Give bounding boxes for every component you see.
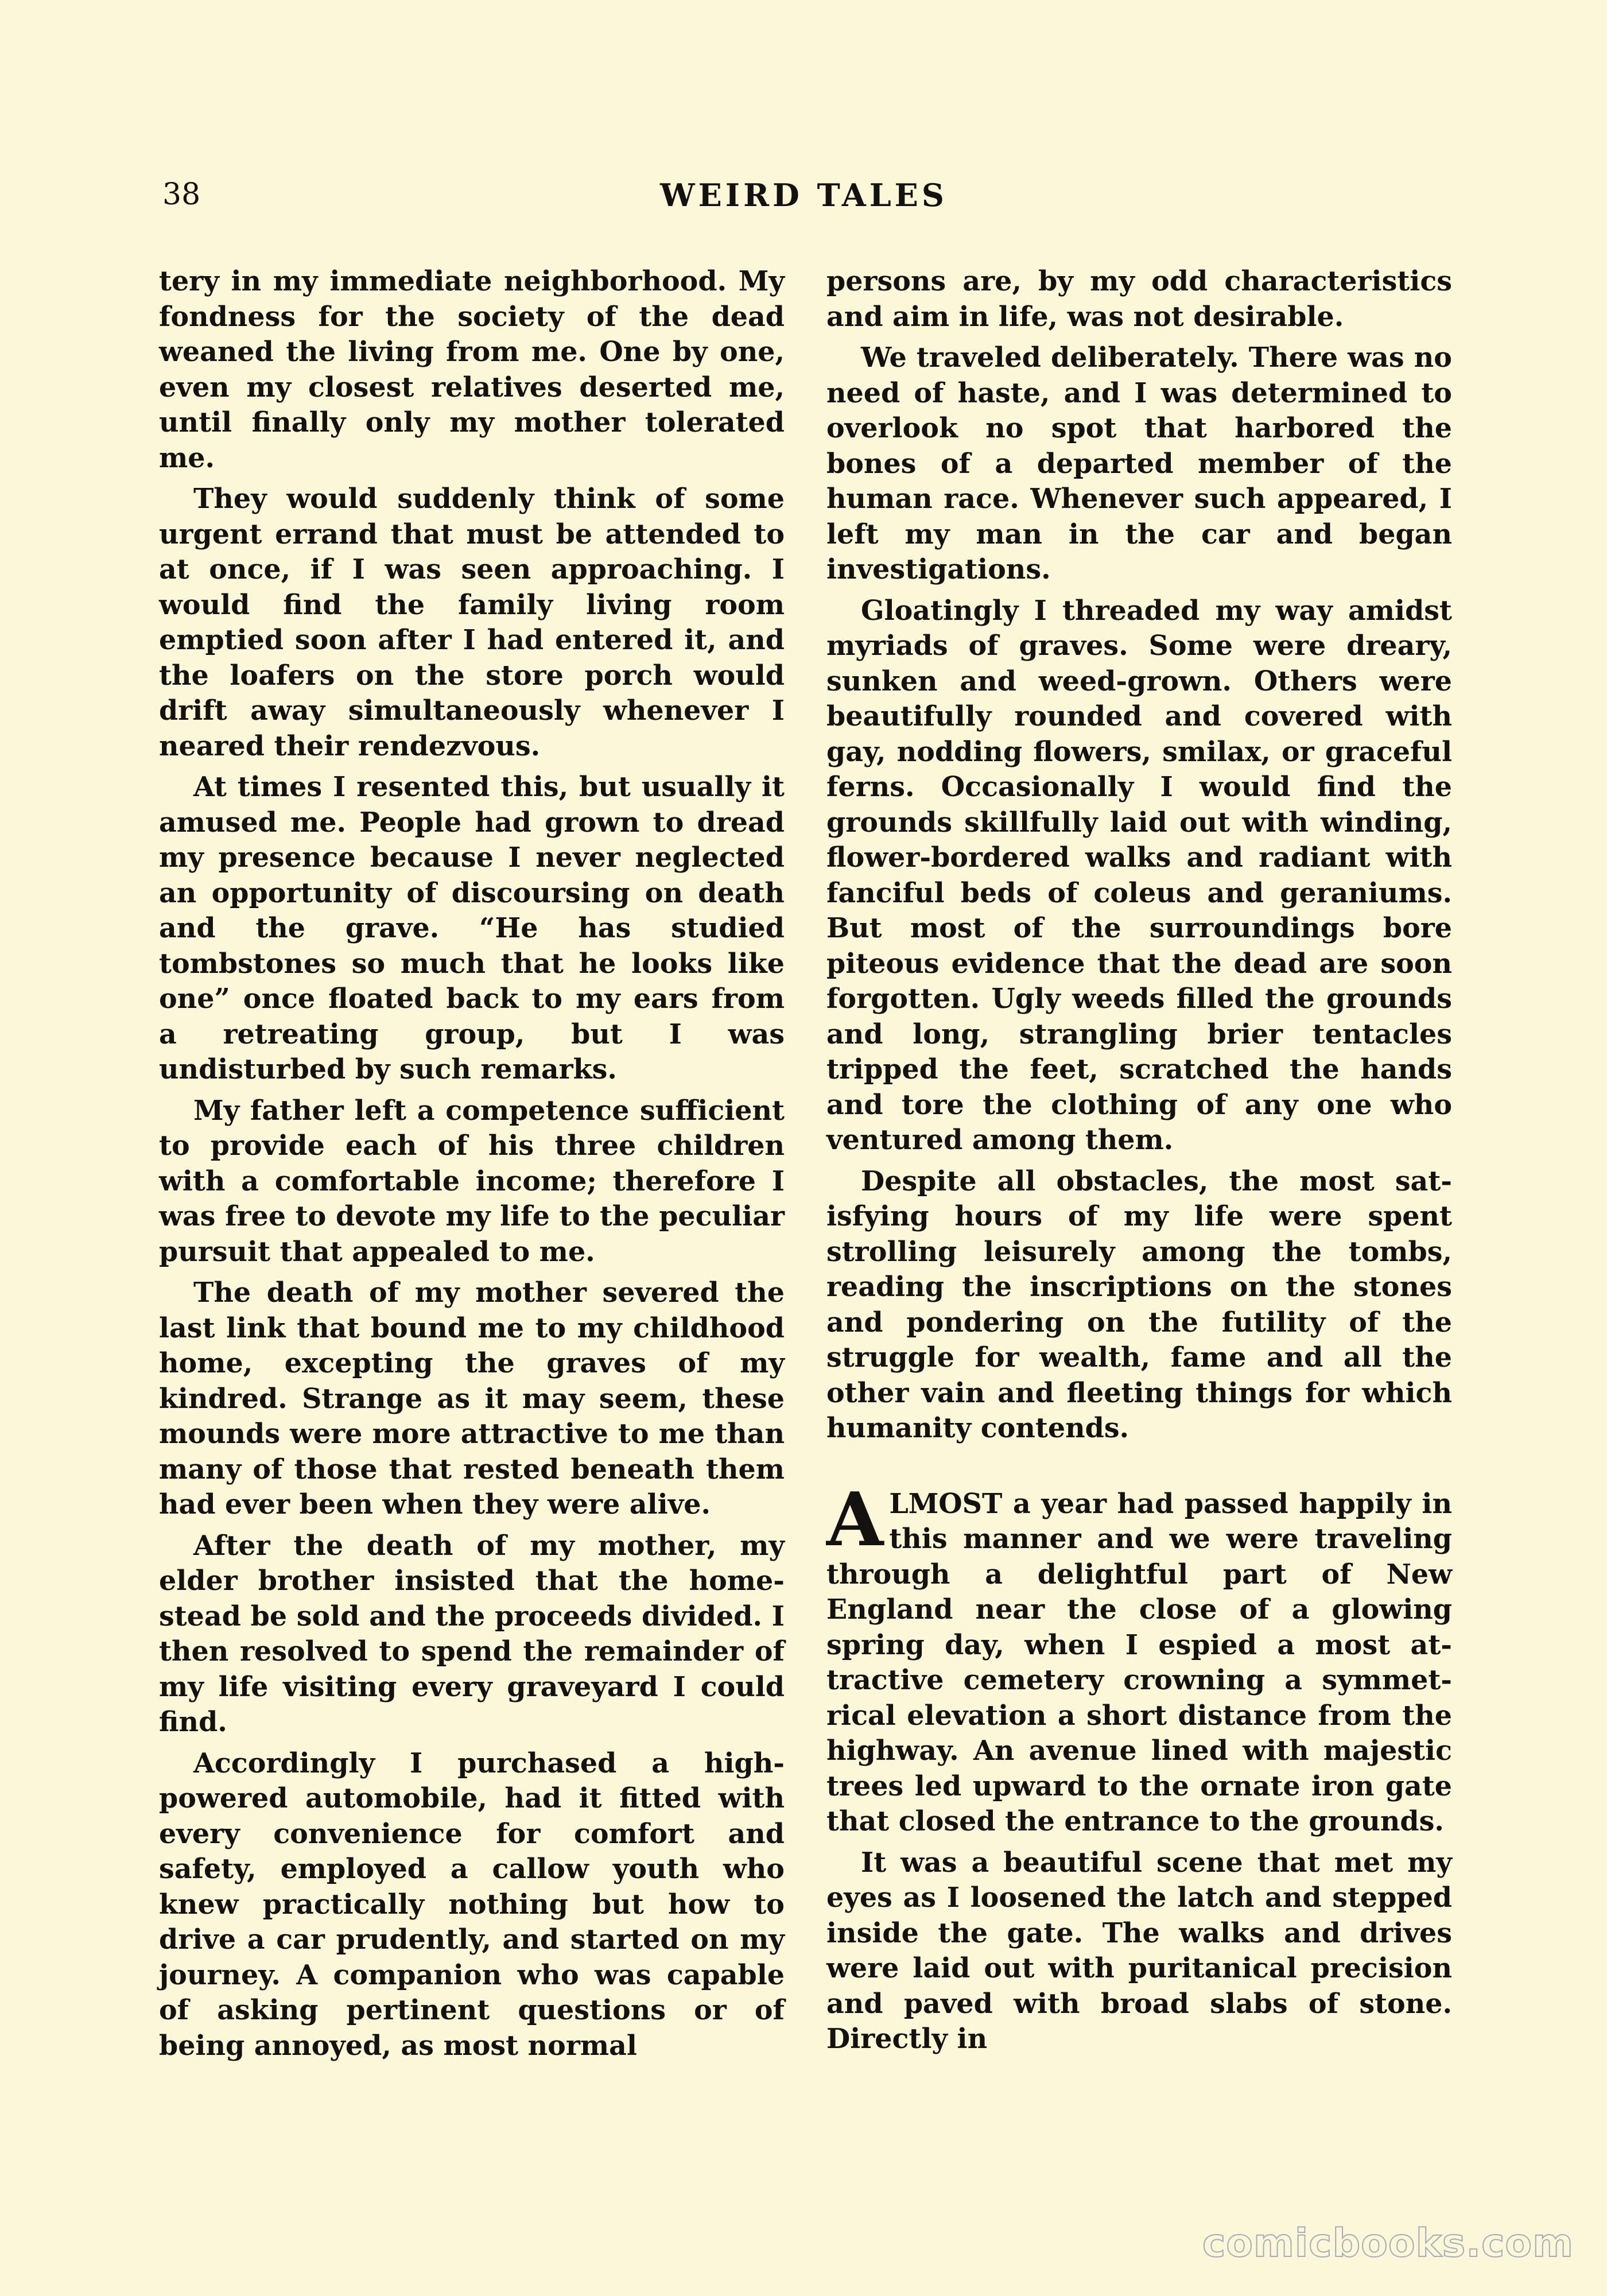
paragraph: After the death of my mother, my elder brother insisted that the homestead be sold and the proceeds divided. I then resolved to spend the remainder of my life visiting every graveyard I could find. — [159, 1529, 785, 1738]
running-head: WEIRD TALES — [660, 177, 948, 214]
paragraph: They would suddenly think of some urgent errand that must be attended to at once, if I was seen approaching. I would find the family living room emptied soon after I had entered it, and the loafers on the store porch would drift away simultaneously whenever I neared their rendezvous. — [159, 483, 785, 762]
section-break — [826, 1452, 1452, 1487]
left-column — [159, 264, 785, 2069]
paragraph: The death of my mother severed the last link that bound me to my childhood home, excepting the graves of my kindred. Strange as it may seem, these mounds were more attractive to me than many of those that rested beneath them had ever been when they were alive. — [159, 1277, 785, 1521]
paragraph: persons are, by my odd characteristics and aim in life, was not desirable. — [826, 265, 1452, 333]
paragraph: Despite all obstacles, the most satisfying hours of my life were spent strolling leisurely among the tombs, reading the inscriptions on the stones and pondering on the futility of the struggle for wealth, fame and all the other vain and fleeting things for which humanity contends. — [826, 1165, 1452, 1444]
section-opening-paragraph — [826, 1476, 1452, 1840]
right-column — [826, 264, 1452, 2063]
paragraph: Gloatingly I threaded my way amidst myriads of graves. Some were dreary, sunken and weed-grown. Others were beautifully rounded and covered with gay, nodding flowers, smilax, or graceful ferns. Occasionally I would find the grounds skillfully laid out with winding, flower-bordered walks and radiant with fanciful beds of coleus and geraniums. But most of the surroundings bore piteous evidence that the dead are soon forgotten. Ugly weeds filled the grounds and long, strangling brier tentacles tripped the feet, scratched the hands and tore the clothing of any one who ventured among them. — [826, 594, 1452, 1156]
page-number: 38 — [162, 177, 201, 212]
paragraph: My father left a competence sufficient to provide each of his three children with a comfortable income; therefore I was free to devote my life to the peculiar pursuit that appealed to me. — [159, 1094, 785, 1268]
paragraph: tery in my immediate neighborhood. My fondness for the society of the dead weaned the living from me. One by one, even my closest relatives deserted me, until finally only my mother tolerated me. — [159, 265, 785, 474]
drop-cap: A — [826, 1476, 884, 1563]
watermark: comicbooks.com — [1202, 2221, 1574, 2266]
paragraph: Accordingly I purchased a high-powered automobile, had it fitted with every convenience for comfort and safety, employed a callow youth who knew practically nothing but how to drive a car prudently, and started on my journey. A companion who was capable of asking pertinent questions or of being annoyed, as most normal — [159, 1747, 785, 2062]
paragraph: We traveled deliberately. There was no need of haste, and I was determined to overlook no spot that harbored the bones of a departed member of the human race. Whenever such appeared, I left my man in the car and began investigations. — [826, 342, 1452, 585]
paragraph: It was a beautiful scene that met my eyes as I loosened the latch and stepped inside the gate. The walks and drives were laid out with puritanical precision and paved with broad slabs of stone. Directly in — [826, 1846, 1452, 2055]
paragraph: At times I resented this, but usually it amused me. People had grown to dread my presence because I never neglected an opportunity of discoursing on death and the grave. “He has studied tombstones so much that he looks like one” once floated back to my ears from a retreating group, but I was undisturbed by such remarks. — [159, 771, 785, 1085]
section-opening-text: LMOST a year had passed happily in this manner and we were traveling through a delightful part of New England near the close of a glowing spring day, when I espied a most attractive cemetery crowning a symmetrical elevation a short distance from the highway. An avenue lined with majestic trees led upward to the ornate iron gate that closed the entrance to the grounds. — [826, 1487, 1452, 1837]
